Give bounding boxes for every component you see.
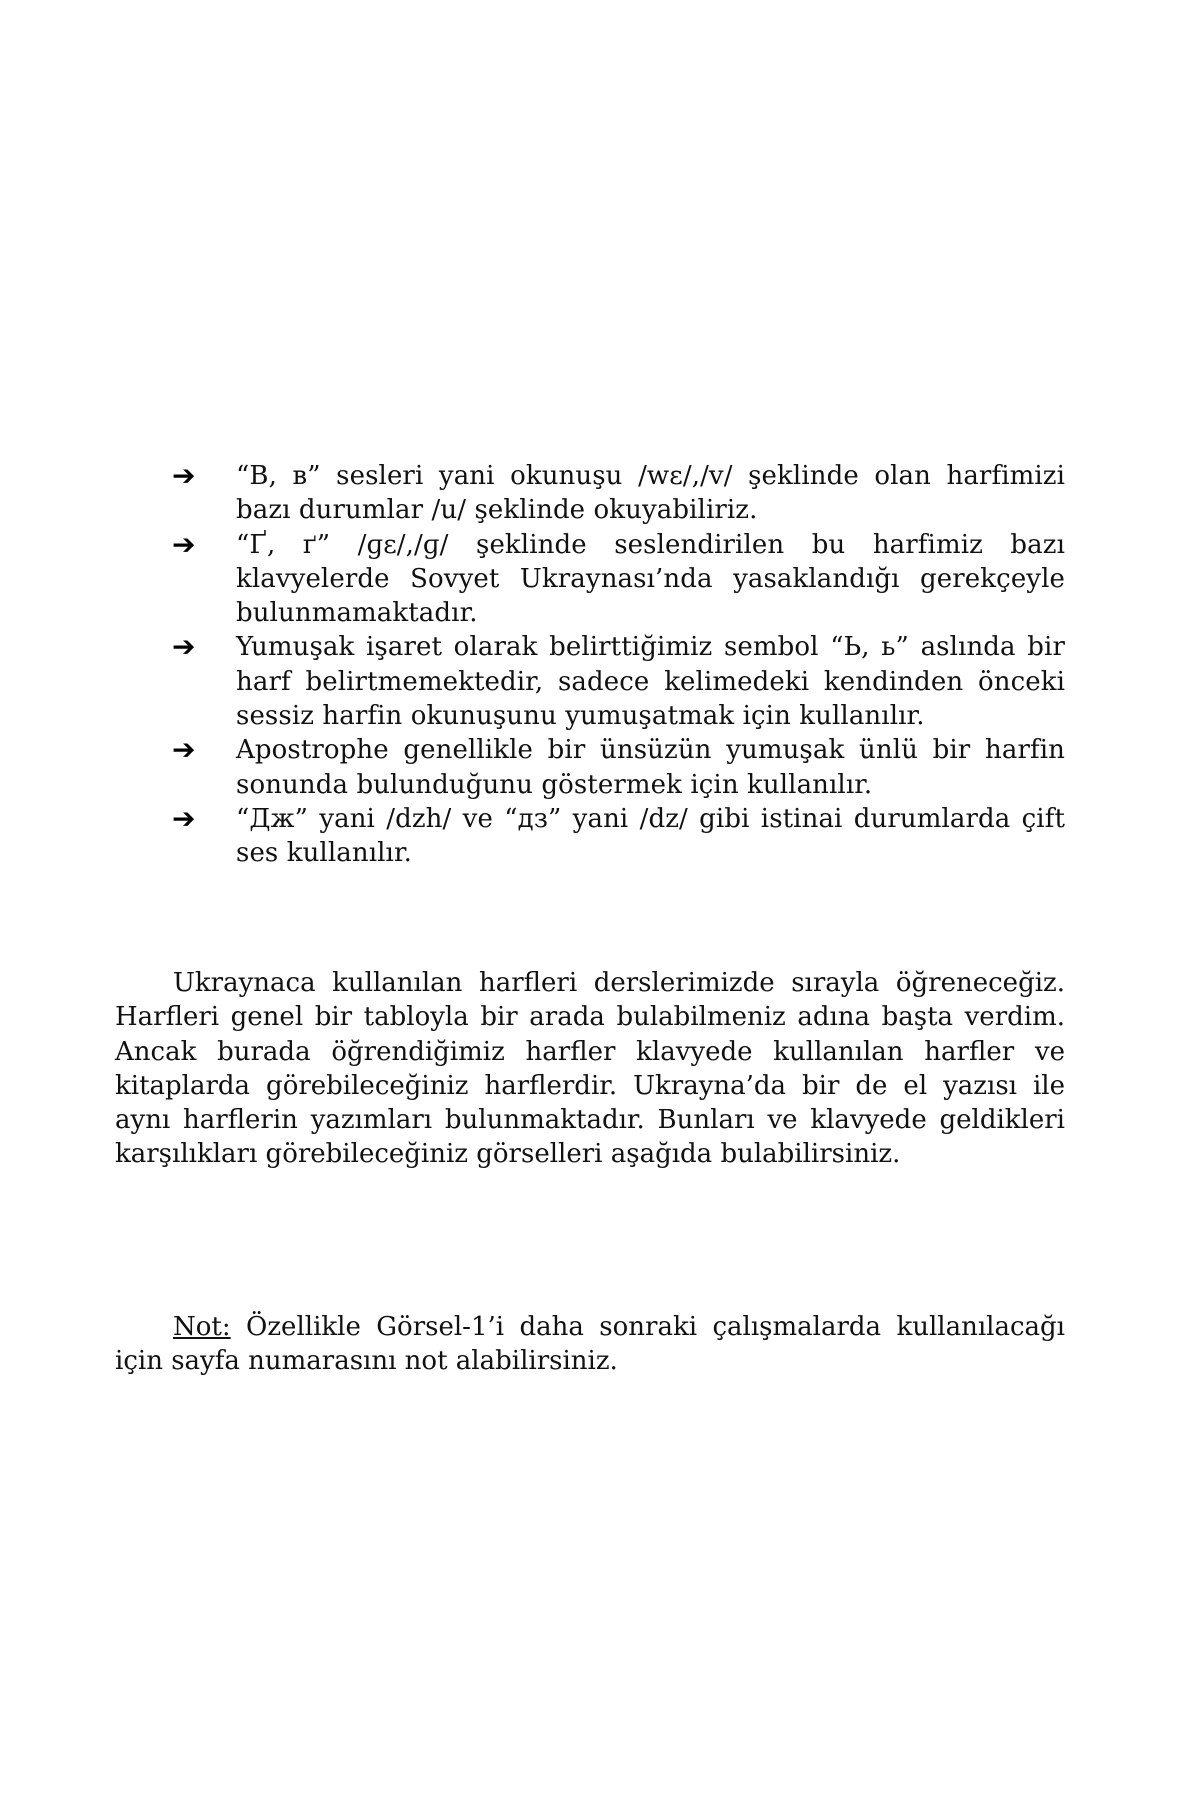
note-text: Özellikle Görsel-1’i daha sonraki çalışmalarda kullanılacağı için sayfa numarasını not alabilirsiniz. [115, 1312, 1065, 1377]
arrow-right-icon: ➔ [172, 459, 196, 492]
bullet-item [172, 528, 1065, 631]
arrow-right-icon: ➔ [172, 630, 196, 664]
arrow-right-icon: ➔ [172, 527, 196, 561]
bullet-item [172, 733, 1065, 802]
note-paragraph [115, 1310, 1065, 1379]
body-paragraph: Ukraynaca kullanılan harfleri derslerimizde sırayla öğreneceğiz. Harfleri genel bir tabloyla bir arada bulabilmeniz adına başta verdim. Ancak burada öğrendiğimiz harfler klavyede kullanılan harfler ve kitaplarda görebileceğiniz harflerdir. Ukrayna’da bir de el yazısı ile aynı harflerin yazımları bulunmaktadır. Bunları ve klavyede geldikleri karşılıkları görebileceğiniz görselleri aşağıda bulabilirsiniz. [115, 968, 1065, 1170]
bullet-item [172, 459, 1065, 528]
bullet-item [172, 802, 1065, 871]
bullet-text: “Ґ, ґ” /ɡɛ/,/ɡ/ şeklinde seslendirilen bu harfimiz bazı klavyelerde Sovyet Ukraynası’nda yasaklandığı gerekçeyle bulunmamaktadır. [236, 529, 1065, 629]
arrow-right-icon: ➔ [172, 733, 196, 767]
bullet-text: Yumuşak işaret olarak belirttiğimiz sembol “Ь, ь” aslında bir harf belirtmemektedir, sadece kelimedeki kendinden önceki sessiz harfin okunuşunu yumuşatmak için kullanılır. [236, 632, 1065, 732]
note-label: Not: [173, 1312, 231, 1342]
bullet-text: Apostrophe genellikle bir ünsüzün yumuşak ünlü bir harfin sonunda bulunduğunu göstermek için kullanılır. [236, 735, 1065, 800]
bullet-item [172, 630, 1065, 733]
bullet-text: “Дж” yani /dzh/ ve “дз” yani /dz/ gibi istinai durumlarda çift ses kullanılır. [236, 803, 1065, 869]
bullet-list [172, 459, 1065, 871]
bullet-text: “В, в” sesleri yani okunuşu /wɛ/,/v/ şeklinde olan harfimizi bazı durumlar /u/ şeklinde okuyabiliriz. [236, 461, 1065, 526]
arrow-right-icon: ➔ [172, 801, 196, 835]
